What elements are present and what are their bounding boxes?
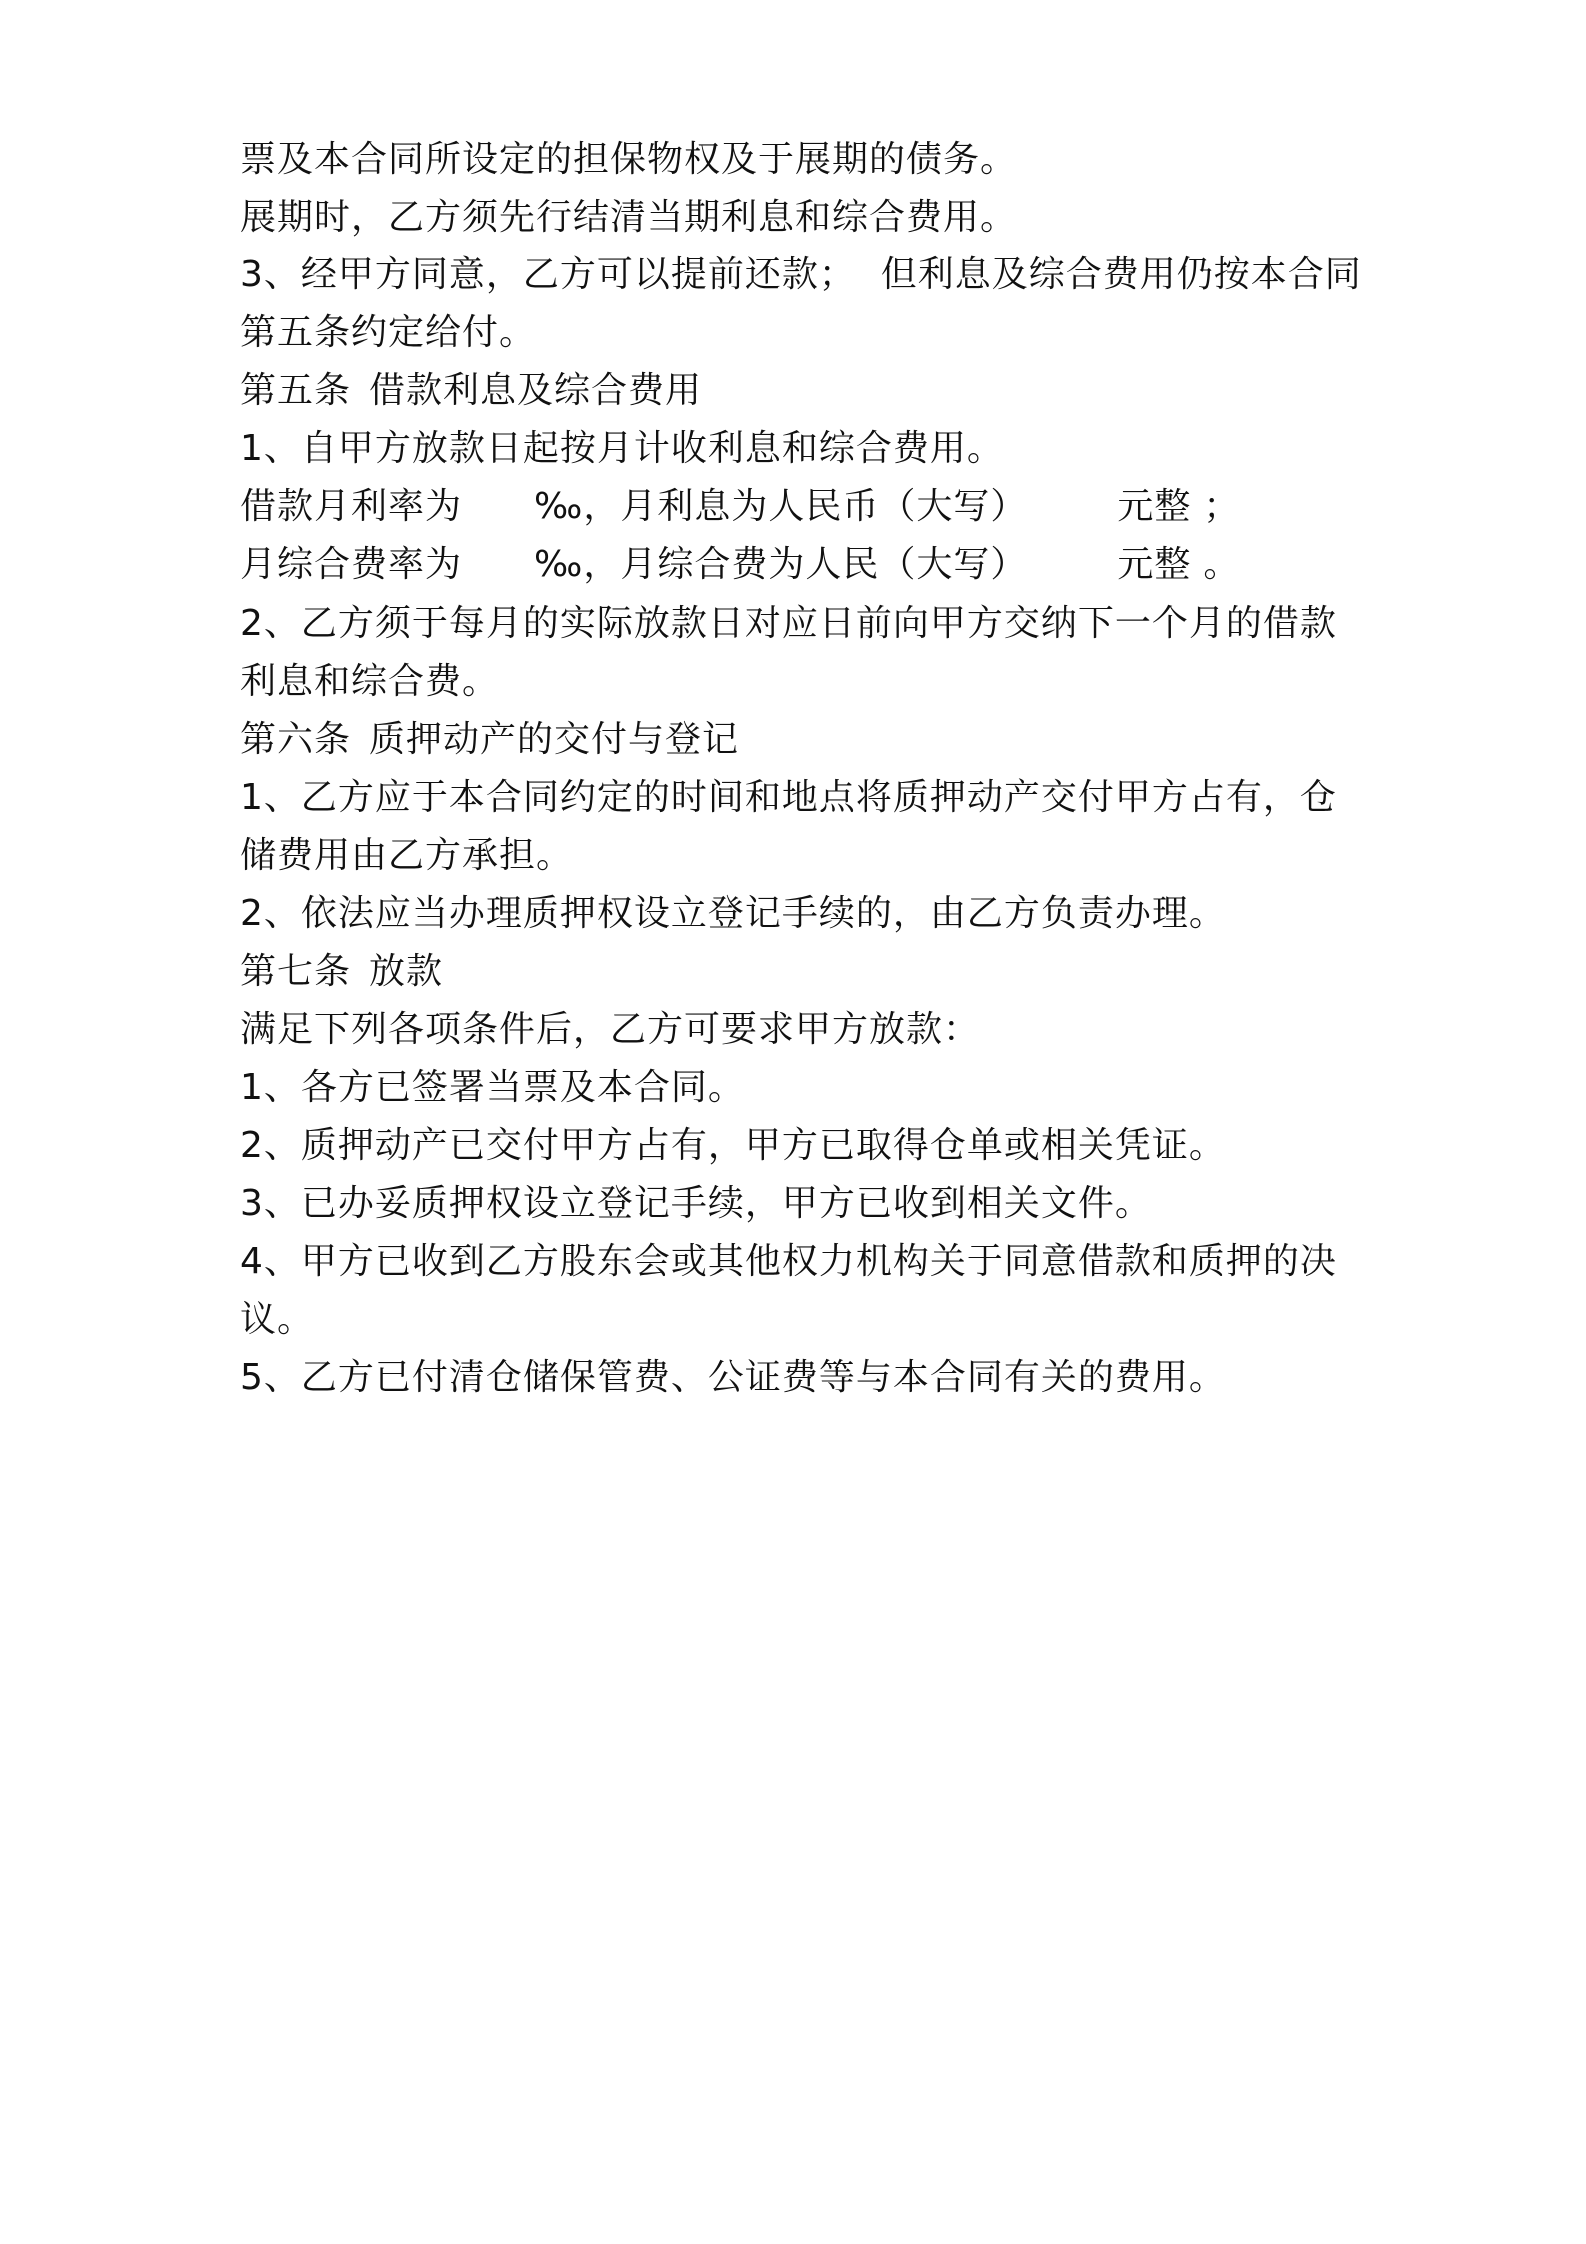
paragraph-line: 2、质押动产已交付甲方占有，甲方已取得仓单或相关凭证。: [240, 1125, 1226, 1166]
article-title: 放款: [369, 951, 444, 992]
article-number: 第六条: [240, 719, 352, 760]
paragraph-line: 第五条约定给付。: [240, 312, 537, 353]
paragraph-line: 4、甲方已收到乙方股东会或其他权力机构关于同意借款和质押的决: [240, 1241, 1337, 1282]
amount-suffix: 元整: [1117, 544, 1192, 585]
article-number: 第七条: [240, 951, 352, 992]
article-heading: [240, 716, 1360, 764]
paragraph-line: 利息和综合费。: [240, 661, 500, 702]
paragraph-line: 2、依法应当办理质押权设立登记手续的，由乙方负责办理。: [240, 893, 1226, 934]
article-number: 第五条: [240, 370, 352, 411]
paragraph-line: 储费用由乙方承担。: [240, 835, 574, 876]
paragraph-line: 票及本合同所设定的担保物权及于展期的债务。: [240, 139, 1018, 180]
rate-line: [240, 541, 1360, 589]
paragraph-line: 展期时，乙方须先行结清当期利息和综合费用。: [240, 197, 1018, 238]
rate-line: [240, 483, 1360, 531]
rate-unit: ‰，月利息为人民币（大写）: [534, 486, 1028, 527]
rate-label: 借款月利率为: [240, 486, 463, 527]
article-heading: [240, 948, 1360, 996]
paragraph-line: 1、各方已签署当票及本合同。: [240, 1067, 745, 1108]
line-end: 。: [1203, 544, 1241, 585]
paragraph-line: 3、已办妥质押权设立登记手续，甲方已收到相关文件。: [240, 1183, 1152, 1224]
rate-label: 月综合费率为: [240, 544, 463, 585]
line-end: ；: [1203, 486, 1241, 527]
paragraph-line: 1、乙方应于本合同约定的时间和地点将质押动产交付甲方占有，仓: [240, 777, 1337, 818]
paragraph-line: 1、自甲方放款日起按月计收利息和综合费用。: [240, 428, 1004, 469]
article-title: 质押动产的交付与登记: [369, 719, 740, 760]
amount-suffix: 元整: [1117, 486, 1192, 527]
article-title: 借款利息及综合费用: [369, 370, 703, 411]
rate-unit: ‰，月综合费为人民（大写）: [534, 544, 1028, 585]
article-heading: [240, 367, 1360, 415]
paragraph-line: 5、乙方已付清仓储保管费、公证费等与本合同有关的费用。: [240, 1357, 1226, 1398]
paragraph-line: 议。: [240, 1299, 315, 1340]
paragraph-line: 满足下列各项条件后，乙方可要求甲方放款：: [240, 1009, 981, 1050]
paragraph-line: 2、乙方须于每月的实际放款日对应日前向甲方交纳下一个月的借款: [240, 603, 1337, 644]
paragraph-line: 3、经甲方同意，乙方可以提前还款； 但利息及综合费用仍按本合同: [240, 254, 1362, 295]
